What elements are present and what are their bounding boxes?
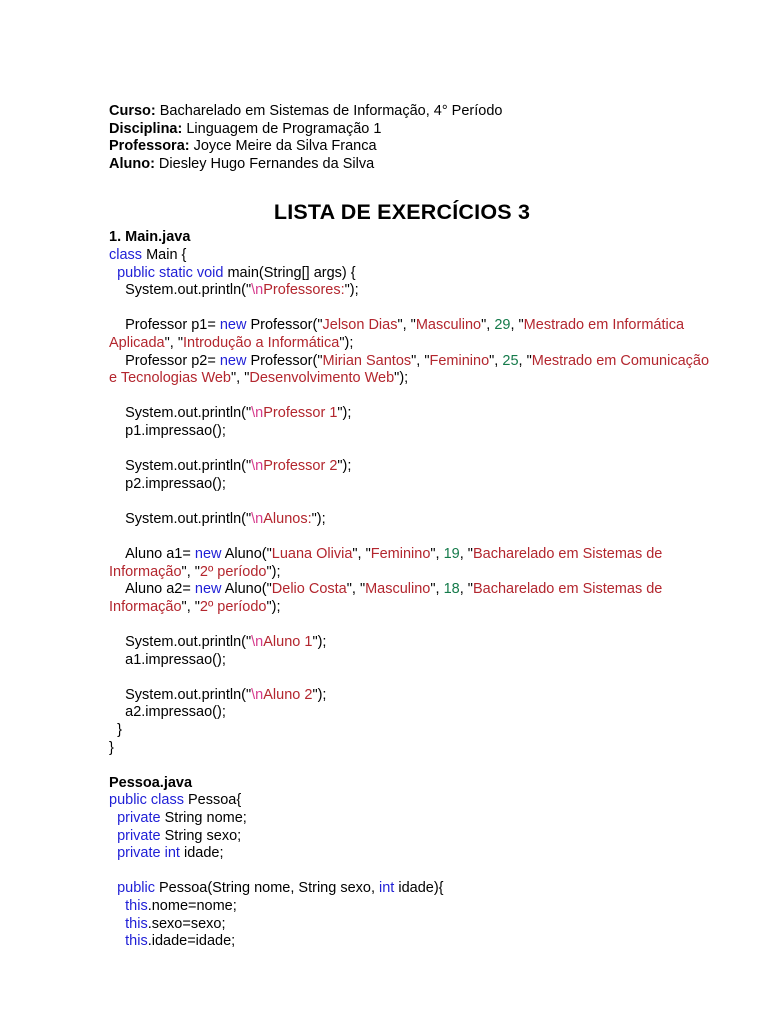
escape-token: \n	[251, 634, 264, 651]
code-token	[109, 933, 125, 949]
code-token: idade;	[179, 845, 224, 862]
escape-token: \n	[251, 405, 264, 422]
string-token: Bacharelado em Sistemas de Informação	[109, 581, 667, 615]
code-token: Aluno a1=	[109, 546, 195, 563]
code-token: Aluno a2=	[109, 581, 195, 598]
code-line	[109, 423, 719, 441]
code-line	[109, 704, 719, 722]
code-line	[109, 652, 719, 670]
number-token: 18	[443, 581, 460, 598]
code-line	[109, 282, 719, 300]
string-token: Masculino	[415, 317, 482, 334]
escape-token: \n	[251, 686, 264, 703]
string-token: Delio Costa	[271, 581, 347, 598]
code-token: , "	[459, 546, 473, 563]
code-token: ");	[266, 598, 281, 615]
escape-token: \n	[251, 510, 264, 527]
code-token: System.out.println("	[109, 282, 252, 299]
code-token	[109, 845, 117, 861]
keyword-token: new	[219, 352, 247, 369]
string-token: Professor 2	[263, 458, 338, 475]
code-token: System.out.println("	[109, 510, 252, 527]
code-token: Pessoa{	[183, 792, 242, 809]
code-token: ", "	[164, 334, 183, 351]
code-token: ",	[430, 546, 444, 563]
code-token: ");	[266, 563, 281, 580]
keyword-token: int	[379, 880, 395, 897]
string-token: Feminino	[370, 546, 431, 563]
code-token	[109, 916, 125, 932]
code-token: ",	[489, 352, 503, 369]
document-page	[109, 103, 719, 951]
code-line	[109, 247, 719, 265]
course-label: Curso:	[109, 103, 156, 119]
code-token: Aluno("	[221, 546, 272, 563]
code-token: Professor("	[246, 317, 323, 334]
code-line	[109, 687, 719, 705]
code-token: System.out.println("	[109, 458, 252, 475]
keyword-token: new	[194, 581, 222, 598]
blank-line	[109, 493, 719, 511]
code-line	[109, 317, 719, 352]
keyword-token: this	[125, 897, 148, 914]
keyword-token: public	[117, 880, 155, 897]
blank-line	[109, 757, 719, 775]
escape-token: \n	[251, 282, 264, 299]
string-token: Aluno 1	[263, 634, 313, 651]
code-token: Pessoa(String nome, String sexo,	[154, 880, 380, 897]
code-line	[109, 810, 719, 828]
blank-line	[109, 300, 719, 318]
string-token: Mirian Santos	[322, 352, 412, 369]
code-line	[109, 353, 719, 388]
code-line	[109, 265, 719, 283]
code-line	[109, 845, 719, 863]
section-heading	[109, 775, 719, 793]
string-token: Aluno 2	[263, 686, 313, 703]
keyword-token: this	[125, 915, 148, 932]
blank-line	[109, 528, 719, 546]
code-line	[109, 405, 719, 423]
blank-line	[109, 669, 719, 687]
string-token: Mestrado em Comunicação e Tecnologias Web	[109, 352, 714, 387]
code-line	[109, 933, 719, 951]
number-token: 19	[443, 546, 460, 563]
teacher-label: Professora:	[109, 138, 190, 155]
code-token: .nome=nome;	[147, 897, 237, 914]
course-value: Bacharelado em Sistemas de Informação, 4° Período	[155, 103, 503, 119]
code-line	[109, 458, 719, 476]
teacher-value: Joyce Meire da Silva Franca	[189, 138, 377, 155]
code-token: String nome;	[160, 809, 247, 826]
code-token: ", "	[231, 370, 250, 387]
code-token: , "	[518, 352, 532, 369]
student-value: Diesley Hugo Fernandes da Silva	[154, 155, 375, 172]
keyword-token: new	[194, 546, 222, 563]
code-token: ", "	[397, 317, 416, 334]
code-token: String sexo;	[160, 827, 242, 844]
string-token: Mestrado em Informática Aplicada	[109, 317, 688, 351]
keyword-token: public static void	[117, 264, 224, 281]
code-line	[109, 546, 719, 581]
code-token: ", "	[346, 581, 366, 598]
blank-line	[109, 441, 719, 459]
code-token: ", "	[181, 598, 200, 615]
code-token: ");	[311, 510, 326, 527]
code-token: ");	[339, 334, 354, 351]
code-token	[109, 265, 117, 281]
keyword-token: new	[219, 317, 247, 334]
code-token: System.out.println("	[109, 405, 252, 422]
number-token: 25	[502, 352, 519, 369]
code-token: main(String[] args) {	[223, 264, 356, 281]
code-token: .sexo=sexo;	[147, 915, 226, 932]
code-line	[109, 916, 719, 934]
code-token: ");	[337, 405, 352, 422]
code-token: ", "	[181, 563, 200, 580]
string-token: Feminino	[429, 352, 490, 369]
code-token: ");	[337, 458, 352, 475]
code-token: ");	[312, 686, 327, 703]
section-heading	[109, 229, 719, 247]
code-token: ",	[430, 581, 444, 598]
blank-line	[109, 863, 719, 881]
keyword-token: public class	[109, 792, 184, 809]
code-line	[109, 581, 719, 616]
keyword-token: this	[125, 933, 148, 950]
teacher-line	[109, 138, 719, 156]
code-line	[109, 722, 719, 740]
code-token	[109, 898, 125, 914]
code-token	[109, 880, 117, 896]
string-token: Bacharelado em Sistemas de Informação	[109, 546, 667, 580]
keyword-token: class	[109, 246, 143, 263]
blank-line	[109, 616, 719, 634]
code-token: .idade=idade;	[147, 933, 236, 950]
code-token: ");	[312, 634, 327, 651]
code-token: ");	[344, 282, 359, 299]
code-token: Pessoa.java	[109, 774, 193, 791]
code-token: ", "	[352, 546, 371, 563]
code-token: }	[109, 722, 122, 738]
keyword-token: private	[117, 827, 161, 844]
string-token: Alunos:	[263, 510, 312, 527]
string-token: Jelson Dias	[322, 317, 398, 334]
code-token: Professor p1=	[109, 317, 220, 334]
code-token: Professor p2=	[109, 352, 220, 369]
code-token: }	[109, 739, 114, 756]
code-token: , "	[459, 581, 473, 598]
code-token: 1. Main.java	[109, 229, 191, 246]
string-token: Professor 1	[263, 405, 338, 422]
course-line	[109, 103, 719, 121]
code-line	[109, 511, 719, 529]
string-token: Desenvolvimento Web	[249, 370, 395, 387]
code-token: ", "	[411, 352, 430, 369]
code-token: System.out.println("	[109, 686, 252, 703]
student-line	[109, 156, 719, 174]
code-line	[109, 792, 719, 810]
code-line	[109, 898, 719, 916]
code-line	[109, 634, 719, 652]
string-token: 2º período	[199, 563, 267, 580]
code-line	[109, 828, 719, 846]
code-token: Main {	[142, 246, 187, 263]
keyword-token: private	[117, 809, 161, 826]
page-title: LISTA DE EXERCÍCIOS 3	[273, 200, 531, 225]
discipline-label: Disciplina:	[109, 120, 183, 137]
code-token: p2.impressao();	[109, 475, 226, 492]
string-token: Luana Olivia	[271, 546, 353, 563]
code-token: idade){	[394, 880, 444, 897]
code-token: , "	[510, 317, 524, 334]
code-token: a1.impressao();	[109, 651, 226, 668]
code-line	[109, 476, 719, 494]
string-token: Professores:	[263, 282, 345, 299]
code-listing	[109, 229, 719, 950]
escape-token: \n	[251, 458, 264, 475]
header-block	[109, 103, 719, 173]
code-line	[109, 880, 719, 898]
code-token: p1.impressao();	[109, 422, 226, 439]
code-line	[109, 740, 719, 758]
discipline-value: Linguagem de Programação 1	[182, 120, 382, 137]
code-token	[109, 810, 117, 826]
number-token: 29	[494, 317, 511, 334]
code-token: Aluno("	[221, 581, 272, 598]
string-token: Masculino	[365, 581, 431, 598]
code-token: System.out.println("	[109, 634, 252, 651]
code-token: ");	[394, 370, 409, 387]
string-token: Introdução a Informática	[182, 334, 340, 351]
blank-line	[109, 388, 719, 406]
code-token: ",	[481, 317, 495, 334]
keyword-token: private int	[117, 845, 180, 862]
discipline-line	[109, 121, 719, 139]
student-label: Aluno:	[109, 155, 155, 172]
code-token	[109, 828, 117, 844]
code-token: a2.impressao();	[109, 704, 226, 721]
string-token: 2º período	[199, 598, 267, 615]
code-token: Professor("	[246, 352, 323, 369]
